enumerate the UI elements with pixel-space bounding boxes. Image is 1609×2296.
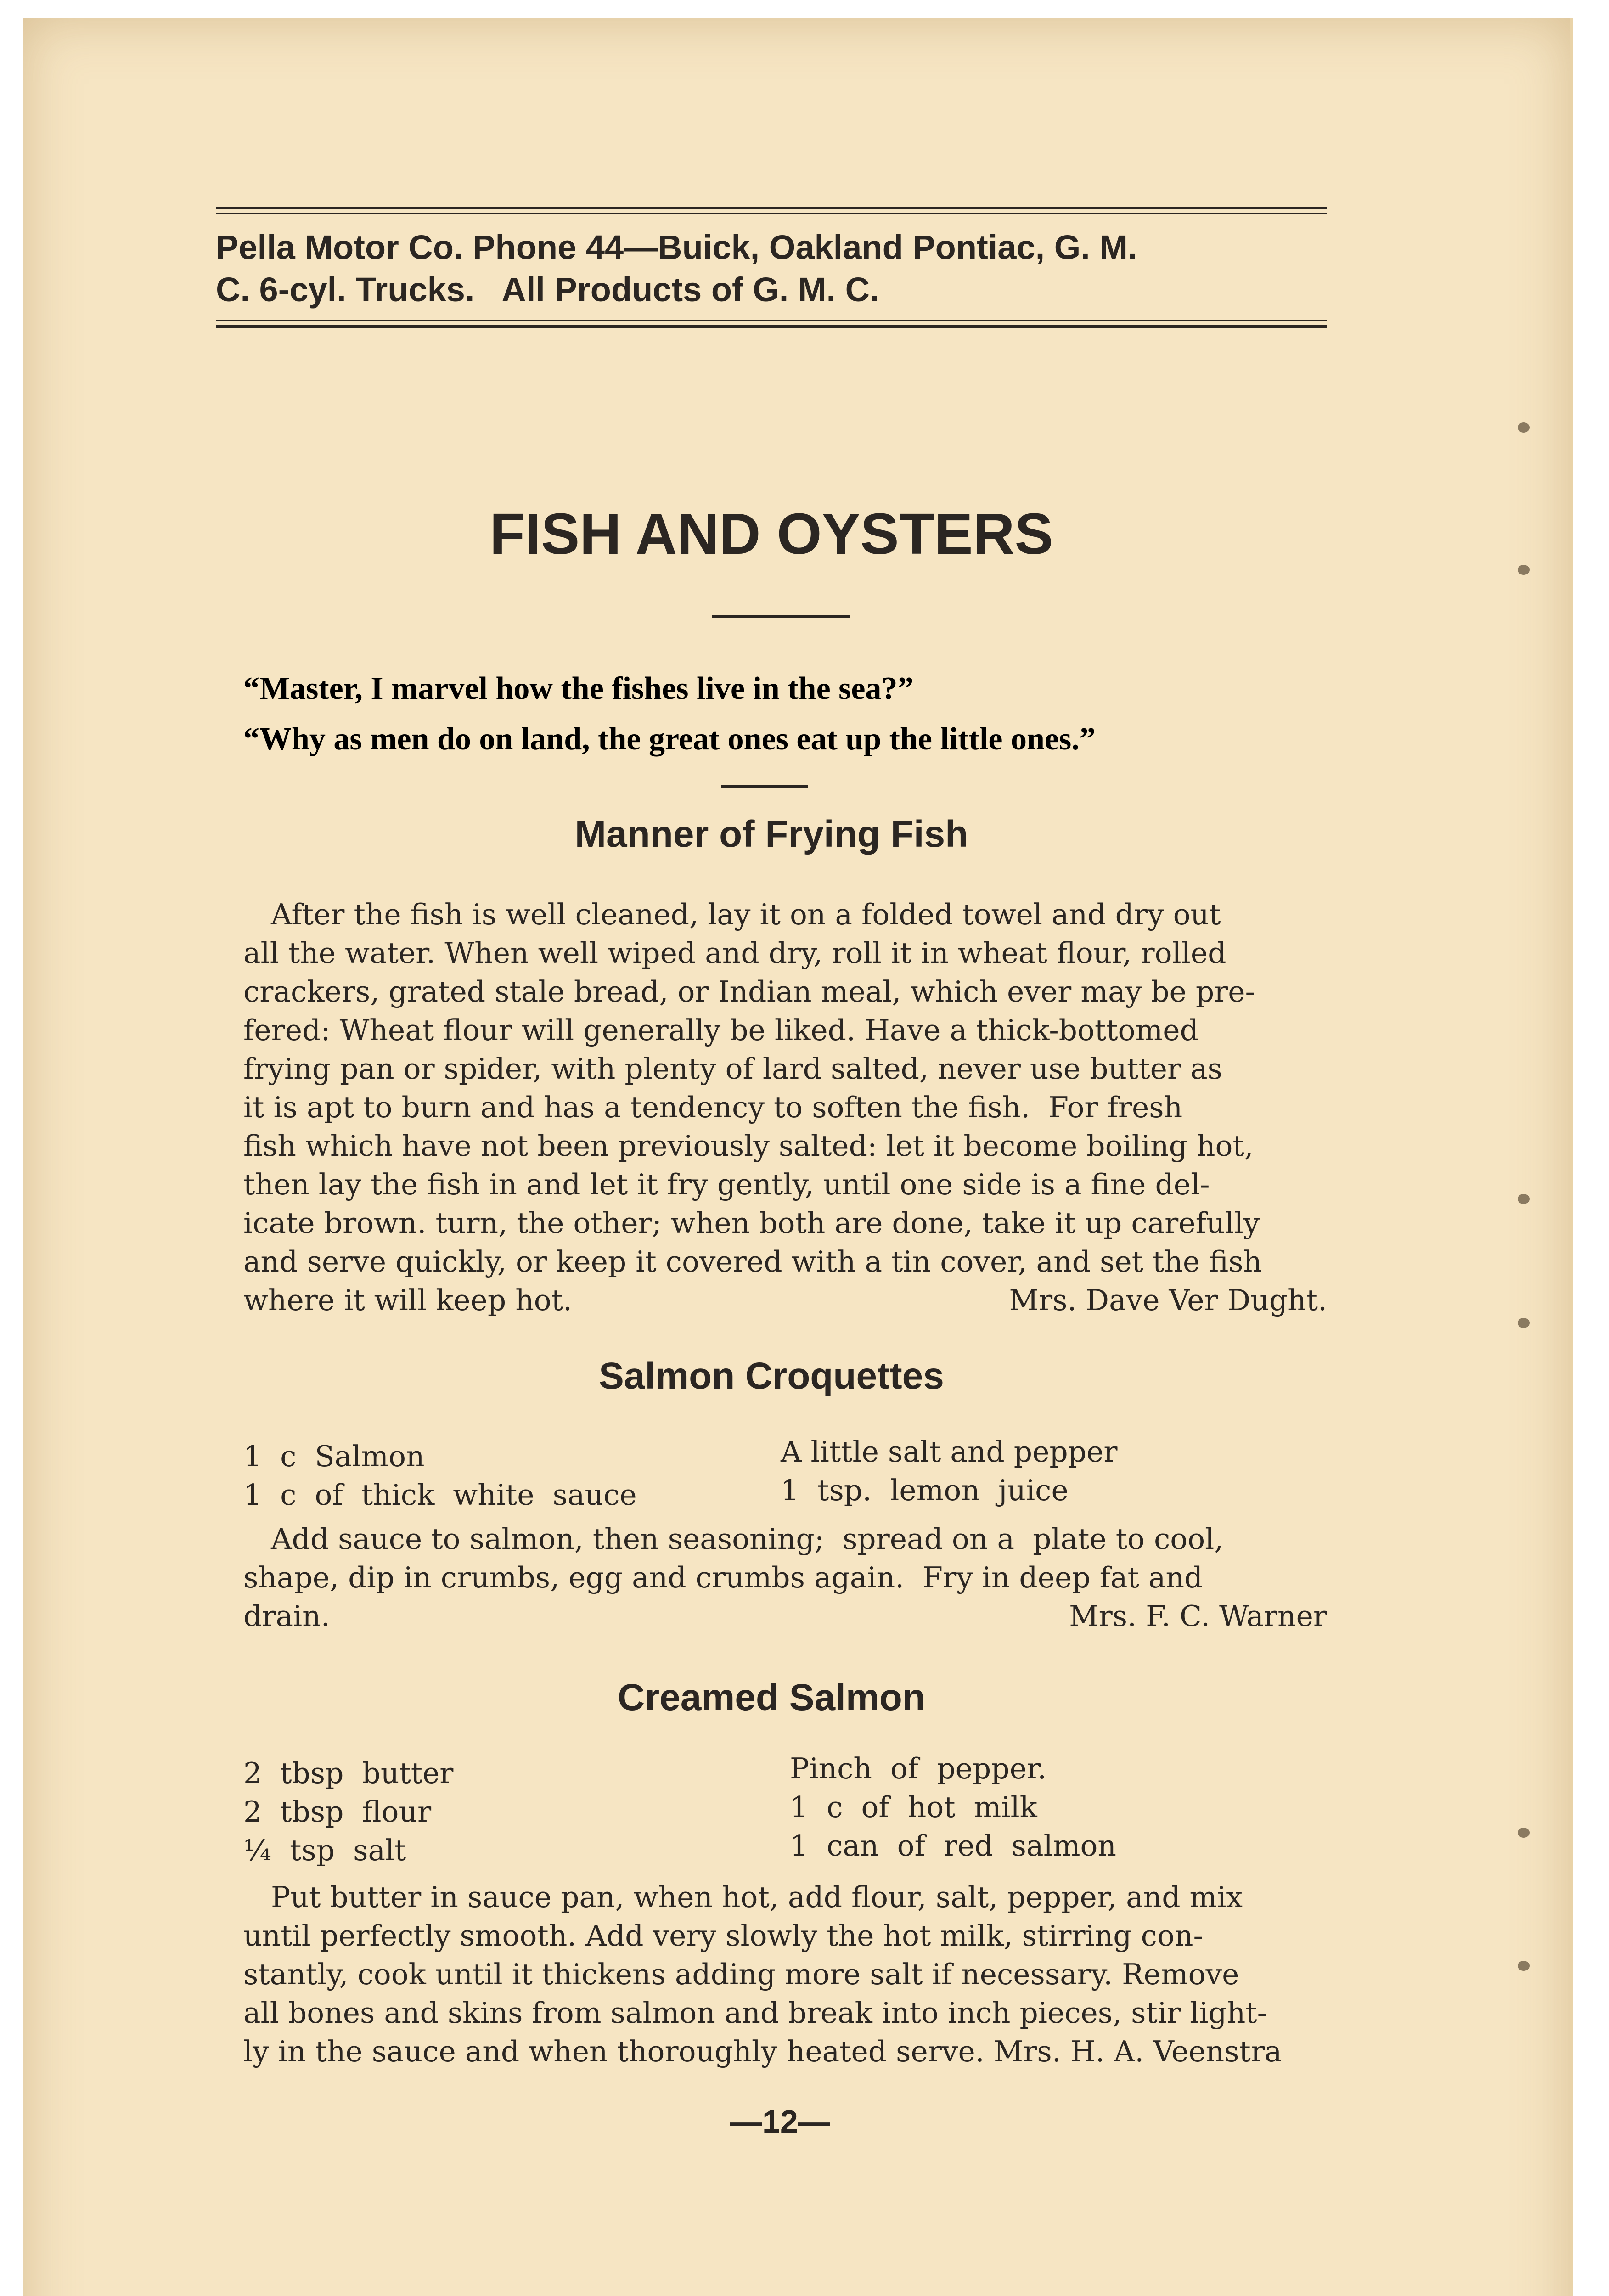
- text-line: stantly, cook until it thickens adding more salt if necessary. Remove: [243, 1958, 1239, 1991]
- ad-line-1: Pella Motor Co. Phone 44—Buick, Oakland Pontiac, G. M.: [216, 228, 1137, 266]
- binding-hole: [1518, 422, 1530, 433]
- binding-hole: [1518, 1194, 1530, 1204]
- text-line: fish which have not been previously salted: let it become boiling hot,: [243, 1129, 1254, 1163]
- recipe-author: Mrs. Dave Ver Dught.: [1009, 1283, 1327, 1317]
- text-line: drain.: [243, 1599, 330, 1633]
- text-line: then lay the fish in and let it fry gently, until one side is a fine del-: [243, 1168, 1210, 1201]
- ingredient: Pinch of pepper.: [790, 1752, 1047, 1785]
- binding-hole: [1518, 565, 1530, 575]
- text-line: frying pan or spider, with plenty of lard salted, never use butter as: [243, 1052, 1223, 1086]
- text-line: where it will keep hot.: [243, 1283, 573, 1317]
- page-number: —12—: [730, 2104, 830, 2139]
- text-line: After the fish is well cleaned, lay it on a folded towel and dry out: [271, 898, 1221, 931]
- text-line: ly in the sauce and when thoroughly heated serve. Mrs. H. A. Veenstra: [243, 2035, 1282, 2068]
- recipe-title-creamed: Creamed Salmon: [618, 1677, 925, 1718]
- binding-hole: [1518, 1961, 1530, 1971]
- ingredient: 1 c of hot milk: [790, 1790, 1037, 1824]
- ad-line-2: C. 6-cyl. Trucks. All Products of G. M. C.: [216, 270, 879, 309]
- recipe-author: Mrs. F. C. Warner: [1069, 1599, 1327, 1633]
- text-line-last: [243, 1281, 1327, 1320]
- rule: [216, 325, 1327, 328]
- divider: [712, 615, 850, 618]
- text-line: all the water. When well wiped and dry, roll it in wheat flour, rolled: [243, 936, 1226, 970]
- recipe-body-croquettes: [243, 1520, 1327, 1636]
- ingredient: 2 tbsp butter: [243, 1756, 454, 1790]
- rule: [216, 207, 1327, 209]
- ingredient: 1 can of red salmon: [790, 1829, 1116, 1863]
- text-line: Add sauce to salmon, then seasoning; spread on a plate to cool,: [271, 1522, 1224, 1556]
- recipe-body-frying: [243, 895, 1327, 1320]
- ingredient: 2 tbsp flour: [243, 1795, 432, 1829]
- text-line: and serve quickly, or keep it covered with a tin cover, and set the fish: [243, 1245, 1262, 1278]
- binding-hole: [1518, 1828, 1530, 1838]
- ingredients-right: [781, 1433, 1117, 1510]
- ingredient: 1 c of thick white sauce: [243, 1478, 637, 1512]
- recipe-title-frying: Manner of Frying Fish: [574, 813, 968, 855]
- ingredient: 1 c Salmon: [243, 1440, 425, 1473]
- chapter-title: FISH AND OYSTERS: [489, 501, 1053, 566]
- divider: [721, 785, 808, 788]
- text-line-last: [243, 1597, 1327, 1636]
- advertisement-text: [216, 214, 1327, 320]
- quote-line-1: “Master, I marvel how the fishes live in the sea?”: [243, 671, 914, 706]
- ingredients-left: [243, 1437, 637, 1514]
- text-line: until perfectly smooth. Add very slowly the hot milk, stirring con-: [243, 1919, 1203, 1953]
- binding-hole: [1518, 1318, 1530, 1328]
- quote-line-2: “Why as men do on land, the great ones eat up the little ones.”: [243, 721, 1096, 757]
- text-line: crackers, grated stale bread, or Indian meal, which ever may be pre-: [243, 975, 1255, 1008]
- ingredient: ¼ tsp salt: [243, 1834, 406, 1867]
- text-line: all bones and skins from salmon and break into inch pieces, stir light-: [243, 1996, 1267, 2030]
- recipe-body-creamed: [243, 1878, 1327, 2071]
- ingredient: A little salt and pepper: [781, 1435, 1118, 1469]
- ingredients-right: [790, 1750, 1116, 1865]
- ingredients-left: [243, 1754, 453, 1870]
- text-line: it is apt to burn and has a tendency to soften the fish. For fresh: [243, 1091, 1183, 1124]
- recipe-title-croquettes: Salmon Croquettes: [599, 1355, 944, 1397]
- text-line: Put butter in sauce pan, when hot, add flour, salt, pepper, and mix: [271, 1880, 1243, 1914]
- text-line: shape, dip in crumbs, egg and crumbs again. Fry in deep fat and: [243, 1561, 1203, 1594]
- ingredient: 1 tsp. lemon juice: [781, 1474, 1069, 1507]
- rule: [216, 320, 1327, 321]
- advertisement-banner: [216, 207, 1327, 328]
- text-line: fered: Wheat flour will generally be liked. Have a thick-bottomed: [243, 1013, 1198, 1047]
- text-line: icate brown. turn, the other; when both are done, take it up carefully: [243, 1206, 1260, 1240]
